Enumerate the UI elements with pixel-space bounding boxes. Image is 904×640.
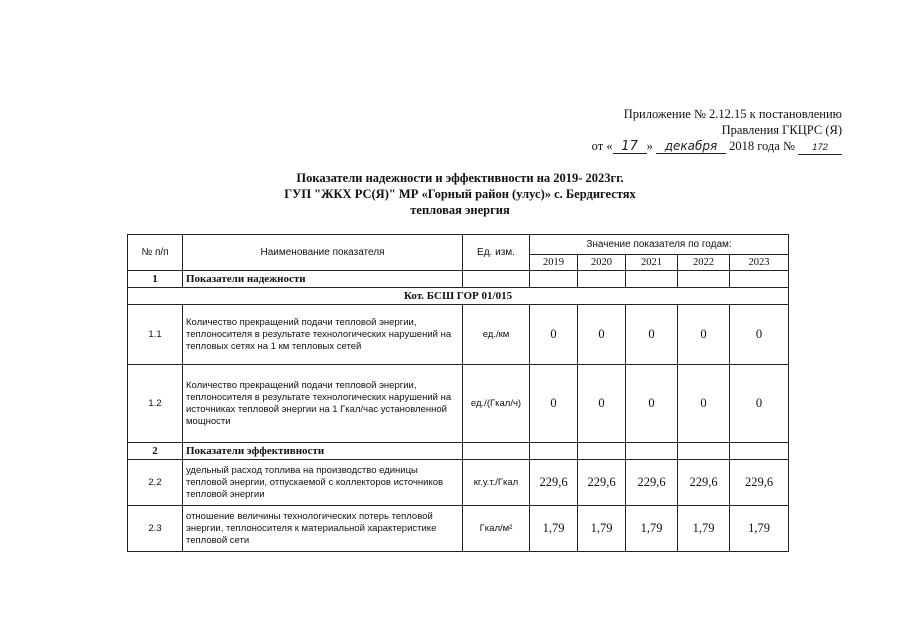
row-unit: кг.у.т./Гкал (463, 460, 530, 506)
row-value: 229,6 (578, 460, 626, 506)
row-value: 1,79 (578, 506, 626, 552)
row-name: удельный расход топлива на производство единицы тепловой энергии, отпускаемой с коллекторов источников тепловой энергии (183, 460, 463, 506)
row-value: 0 (626, 305, 678, 365)
appendix-header (592, 106, 842, 155)
empty-cell (730, 271, 789, 288)
handwritten-day: 17 (613, 140, 647, 154)
row-value: 0 (578, 365, 626, 443)
row-value: 1,79 (730, 506, 789, 552)
row-name: Количество прекращений подачи тепловой энергии, теплоносителя в результате технологических нарушений на источниках тепловой энергии на 1 Гкал/час установленной мощности (183, 365, 463, 443)
empty-cell (463, 271, 530, 288)
row-value: 229,6 (530, 460, 578, 506)
row-num: 2.2 (128, 460, 183, 506)
document-title (180, 170, 740, 218)
empty-cell (463, 443, 530, 460)
row-value: 1,79 (626, 506, 678, 552)
row-value: 0 (730, 305, 789, 365)
empty-cell (678, 443, 730, 460)
empty-cell (678, 271, 730, 288)
title-line-2: ГУП "ЖКХ РС(Я)" МР «Горный район (улус)» с. Бердигестях (284, 187, 636, 201)
row-value: 229,6 (626, 460, 678, 506)
handwritten-month: декабря (656, 140, 726, 154)
empty-cell (578, 271, 626, 288)
row-value: 0 (530, 305, 578, 365)
handwritten-number: 172 (798, 141, 842, 155)
appendix-line-1: Приложение № 2.12.15 к постановлению (623, 107, 842, 121)
row-num: 2.3 (128, 506, 183, 552)
appendix-line-3 (592, 138, 842, 155)
empty-cell (730, 443, 789, 460)
object-name: Кот. БСШ ГОР 01/015 (128, 288, 789, 305)
row-value: 0 (730, 365, 789, 443)
empty-cell (530, 443, 578, 460)
date-quote: » (646, 139, 653, 153)
empty-cell (530, 271, 578, 288)
row-value: 1,79 (678, 506, 730, 552)
header-values-group: Значение показателя по годам: (530, 235, 789, 255)
row-value: 229,6 (730, 460, 789, 506)
header-name: Наименование показателя (183, 235, 463, 271)
row-value: 1,79 (530, 506, 578, 552)
header-year: 2020 (578, 255, 626, 271)
title-line-1: Показатели надежности и эффективности на 2019- 2023гг. (296, 171, 624, 185)
title-line-3: тепловая энергия (410, 203, 510, 217)
header-year: 2023 (730, 255, 789, 271)
section-row-efficiency (128, 443, 789, 460)
row-value: 0 (678, 365, 730, 443)
header-year: 2022 (678, 255, 730, 271)
header-unit: Ед. изм. (463, 235, 530, 271)
row-value: 0 (626, 365, 678, 443)
date-year: 2018 года № (729, 139, 795, 153)
row-unit: ед./км (463, 305, 530, 365)
empty-cell (626, 443, 678, 460)
header-year: 2019 (530, 255, 578, 271)
row-name: Количество прекращений подачи тепловой энергии, теплоносителя в результате технологических нарушений на тепловых сетях на 1 км тепловых сетей (183, 305, 463, 365)
indicators-table (127, 234, 789, 552)
header-num: № п/п (128, 235, 183, 271)
row-value: 229,6 (678, 460, 730, 506)
header-year: 2021 (626, 255, 678, 271)
row-value: 0 (678, 305, 730, 365)
empty-cell (578, 443, 626, 460)
appendix-line-2: Правления ГКЦРС (Я) (721, 123, 842, 137)
section-title: Показатели надежности (183, 271, 463, 288)
row-unit: ед./(Гкал/ч) (463, 365, 530, 443)
table-row (128, 365, 789, 443)
row-num: 1.1 (128, 305, 183, 365)
date-prefix: от « (591, 139, 613, 153)
row-unit: Гкал/м² (463, 506, 530, 552)
row-name: отношение величины технологических потерь тепловой энергии, теплоносителя к материальной характеристике тепловой сети (183, 506, 463, 552)
section-num: 1 (128, 271, 183, 288)
row-value: 0 (578, 305, 626, 365)
object-row (128, 288, 789, 305)
row-num: 1.2 (128, 365, 183, 443)
table-row (128, 305, 789, 365)
section-title: Показатели эффективности (183, 443, 463, 460)
empty-cell (626, 271, 678, 288)
row-value: 0 (530, 365, 578, 443)
table-row (128, 460, 789, 506)
section-row-reliability (128, 271, 789, 288)
section-num: 2 (128, 443, 183, 460)
header-row-1 (128, 235, 789, 255)
table-row (128, 506, 789, 552)
